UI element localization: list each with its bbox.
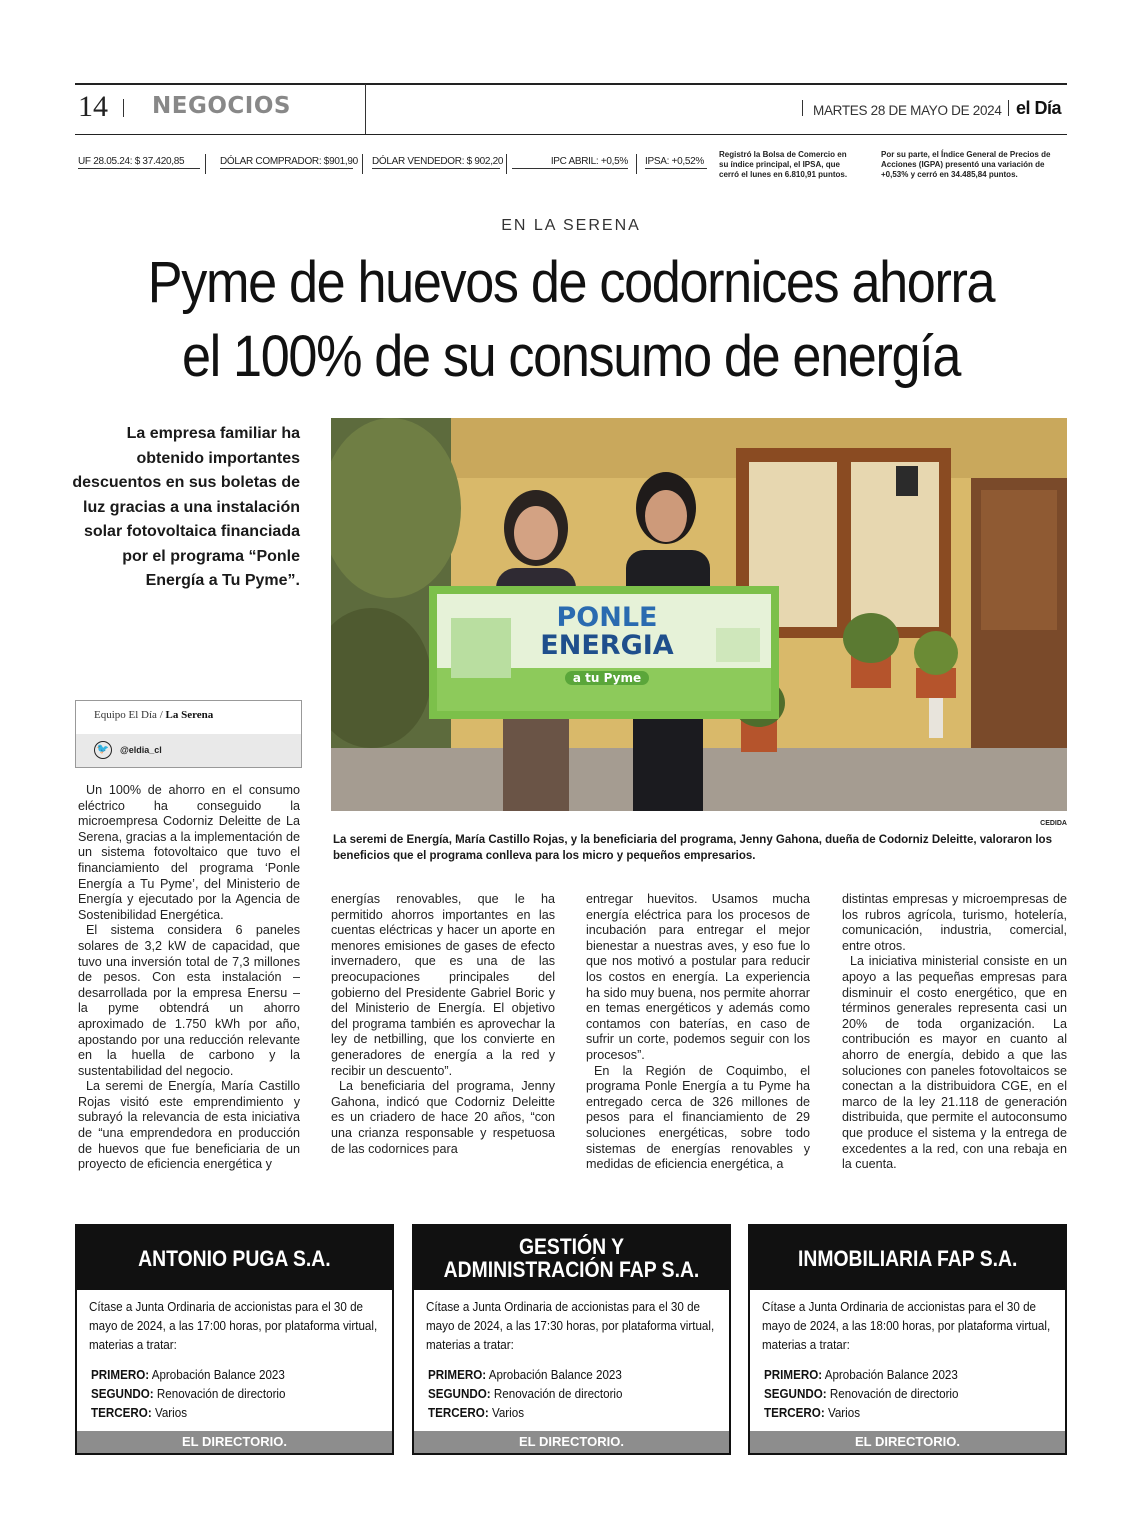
article-photo [331,418,1067,811]
agenda-text: Aprobación Balance 2023 [486,1368,622,1382]
notice-title-bar [77,1226,392,1290]
twitter-handle[interactable]: @eldia_cl [120,745,162,755]
photo-credit: CEDIDA [1040,820,1067,827]
agenda-text: Renovación de directorio [826,1387,959,1401]
twitter-icon[interactable]: 🐦 [94,741,112,759]
paragraph: La seremi de Energía, María Castillo Rojas visitó este emprendimiento y subrayó la relevancia de esta iniciativa de “una emprendedora en producción de huevos que fue beneficiaria de un proyecto de eficiencia energética y [78,1079,300,1172]
notice-title-bar [750,1226,1065,1290]
paragraph: La beneficiaria del programa, Jenny Gahona, indicó que Codorniz Deleitte es un criadero de hace 20 años, “con una crianza responsable y respetuosa de las codornices para [331,1079,555,1156]
agenda-text: Renovación de directorio [153,1387,286,1401]
indicator-dolar-comprador: DÓLAR COMPRADOR: $901,90 [220,156,358,167]
sign-line-3: a tu Pyme [565,671,649,685]
agenda-label: SEGUNDO: [428,1387,491,1401]
paragraph: entregar huevitos. Usamos mucha energía eléctrica para los procesos de incubación para entregar el mejor bienestar a nuestras aves, y eso fue lo que nos motivó a postular para reducir los costos en energía. La experiencia ha sido muy buena, nos permite ahorrar en temas energéticos y además como contamos con baterías, en caso de sufrir un corte, podemos seguir con los procesos”. [586,892,810,1062]
article-lede: La empresa familiar ha obtenido importantes descuentos en sus boletas de luz gracias a una instalación solar fotovoltaica financiada por el programa “Ponle Energía a Tu Pyme”. [72,425,300,589]
indicator-dolar-vendedor: DÓLAR VENDEDOR: $ 902,20 [372,156,504,167]
notice-signature: EL DIRECTORIO. [750,1431,1065,1453]
agenda-label: SEGUNDO: [764,1387,827,1401]
divider [802,100,803,116]
legal-notice-inmobiliaria-fap [748,1224,1067,1455]
divider [636,154,637,174]
notice-agenda [764,1366,958,1423]
agenda-label: TERCERO: [428,1406,489,1420]
notice-body: Cítase a Junta Ordinaria de accionistas para el 30 de mayo de 2024, a las 17:00 horas, por plataforma virtual, materias a tratar: [89,1300,378,1352]
section-title: NEGOCIOS [152,93,291,119]
agenda-text: Varios [488,1406,525,1420]
byline [94,709,213,721]
sign-line-2: ENERGIA [540,630,674,661]
agenda-item [428,1404,622,1423]
agenda-text: Varios [151,1406,188,1420]
agenda-text: Varios [824,1406,861,1420]
market-note-igpa: Por su parte, el Índice General de Precios de Acciones (IGPA) presentó una variación de +0,53% y cerró en 34.485,84 puntos. [881,150,1051,179]
header-top-rule [75,83,1067,85]
agenda-item [764,1385,958,1404]
agenda-item [428,1385,622,1404]
notice-title-bar [414,1226,729,1290]
notice-title: INMOBILIARIA FAP S.A. [797,1245,1018,1271]
notice-title: ANTONIO PUGA S.A. [138,1245,331,1271]
agenda-item [764,1404,958,1423]
issue-date: MARTES 28 DE MAYO DE 2024 [813,103,1002,118]
header-bottom-rule [75,134,1067,135]
sign-line-1: PONLE [556,602,658,633]
agenda-text: Renovación de directorio [490,1387,623,1401]
notice-signature: EL DIRECTORIO. [414,1431,729,1453]
photo-caption: La seremi de Energía, María Castillo Rojas, y la beneficiaria del programa, Jenny Gahona, dueña de Codorniz Deleitte, valoraron los beneficios que el programa conlleva para los micro y pequeños empresarios. [333,834,1052,862]
notice-agenda [428,1366,622,1423]
indicator-ipsa: IPSA: +0,52% [645,156,707,169]
agenda-label: SEGUNDO: [91,1387,154,1401]
byline-separator: / [159,709,163,721]
notice-body: Cítase a Junta Ordinaria de accionistas para el 30 de mayo de 2024, a las 17:30 horas, por plataforma virtual, materias a tratar: [426,1300,715,1352]
divider [506,154,507,174]
article-column-1 [78,783,300,1173]
agenda-label: PRIMERO: [91,1368,150,1382]
divider [362,154,363,174]
agenda-label: PRIMERO: [764,1368,823,1382]
notice-signature: EL DIRECTORIO. [77,1431,392,1453]
paragraph: El sistema considera 6 paneles solares de 3,2 kW de capacidad, que tuvo una inversión total de 7,3 millones de pesos. Con esta instalación – desarrollada por la empresa Enersu – la pyme obtendrá un ahorro aproximado de 1.750 kWh por año, apostando por una reducción relevante en la huella de carbono y la sustentabilidad del negocio. [78,923,300,1078]
byline-box [75,700,302,768]
social-handle-row [76,734,301,767]
byline-place: La Serena [165,709,214,721]
photo-illustration [331,418,1067,811]
market-note-ipsa: Registró la Bolsa de Comercio en su índice principal, el IPSA, que cerró el lunes en 6.810,91 puntos. [719,150,848,179]
agenda-item [428,1366,622,1385]
paragraph: La iniciativa ministerial consiste en un apoyo a las pequeñas empresas para disminuir el costo energético, que en términos generales representa casi un 20% de toda organización. La contribución es mayor en cuanto al ahorro de energía, debido a que las soluciones con paneles fotovoltaicos se conectan a la distribuidora CGE, en el marco de la ley 21.118 de generación distribuida, que permite el autoconsumo que produce el sistema y la entrega de excedentes a la red, con una rebaja en la cuenta. [842,954,1067,1172]
notice-body: Cítase a Junta Ordinaria de accionistas para el 30 de mayo de 2024, a las 18:00 horas, por plataforma virtual, materias a tratar: [762,1300,1051,1352]
indicator-uf: UF 28.05.24: $ 37.420,85 [78,156,200,169]
indicator-ipc: IPC ABRIL: +0,5% [512,156,628,169]
paragraph: Un 100% de ahorro en el consumo eléctrico ha conseguido la microempresa Codorniz Deleitte de La Serena, gracias a la implementación de un sistema fotovoltaico que tuvo el financiamiento del programa ‘Ponle Energía a Tu Pyme’, del Ministerio de Energía y ejecutado por la Agencia de Sostenibilidad Energética. [78,783,300,922]
page-number: 14 [78,90,108,123]
agenda-text: Aprobación Balance 2023 [822,1368,958,1382]
legal-notice-antonio-puga [75,1224,394,1455]
sign-text [527,604,687,688]
article-column-3 [586,892,810,1173]
divider [123,99,124,117]
agenda-label: TERCERO: [764,1406,825,1420]
notice-title: GESTIÓN Y ADMINISTRACIÓN FAP S.A. [443,1234,700,1282]
divider [365,84,366,134]
article-headline [93,246,1049,394]
article-column-2 [331,892,555,1157]
newspaper-brand: el Día [1016,98,1062,118]
agenda-item [91,1404,285,1423]
article-kicker: EN LA SERENA [501,217,641,234]
article-column-4 [842,892,1067,1173]
agenda-item [91,1366,285,1385]
agenda-label: PRIMERO: [428,1368,487,1382]
paragraph: energías renovables, que le ha permitido ahorros importantes en las cuentas eléctricas y hacer un aporte en menores emisiones de gases de efecto invernadero, que es una de las preocupaciones principales del gobierno del Presidente Gabriel Boric y del Ministerio de Energía. El objetivo del programa también es aprovechar la ley de netbilling, que los convierte en generadores de energía a la red y recibir un descuento”. [331,892,555,1078]
paragraph: distintas empresas y microempresas de los rubros agrícola, turismo, hotelería, comunicación, industria, comercial, entre otros. [842,892,1067,953]
divider [205,154,206,174]
legal-notice-gestion-fap [412,1224,731,1455]
headline-line-1: Pyme de huevos de codornices ahorra [147,250,995,315]
agenda-text: Aprobación Balance 2023 [149,1368,285,1382]
agenda-label: TERCERO: [91,1406,152,1420]
agenda-item [91,1385,285,1404]
headline-line-2: el 100% de su consumo de energía [181,324,961,389]
notice-agenda [91,1366,285,1423]
paragraph: En la Región de Coquimbo, el programa Ponle Energía a tu Pyme ha entregado cerca de 326 millones de pesos para el financiamiento de 29 soluciones energéticas, sobre todo sistemas de energías renovables y medidas de eficiencia energética, a [586,1063,810,1172]
agenda-item [764,1366,958,1385]
divider [1008,100,1009,116]
byline-author: Equipo El Día [94,709,157,721]
